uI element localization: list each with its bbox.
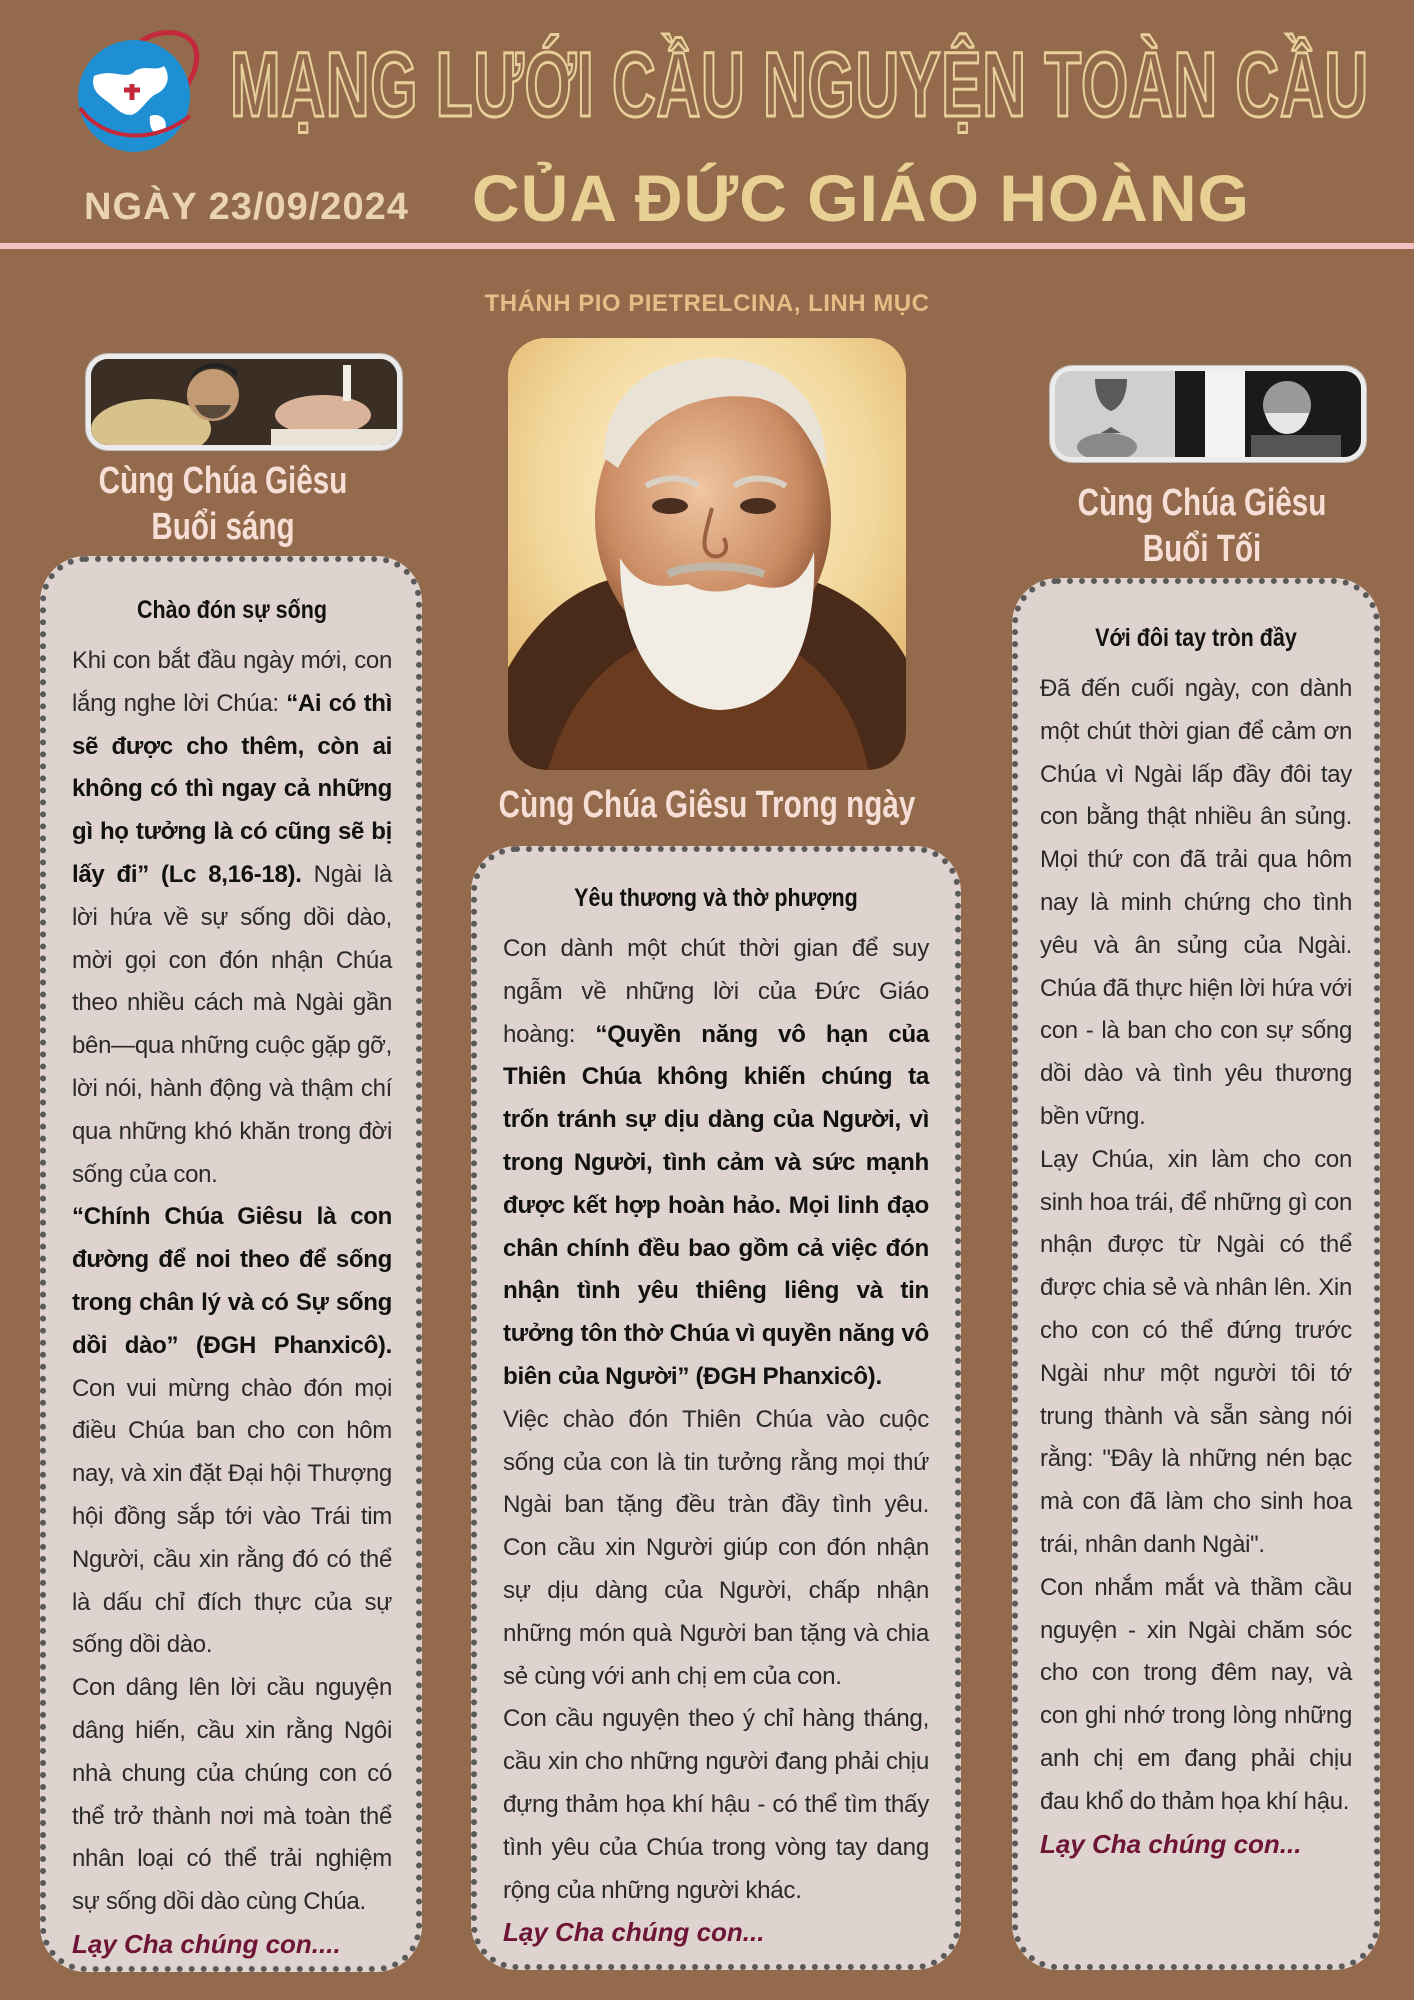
padre-pio-praying-image <box>91 359 397 445</box>
day-closing-prayer: Lạy Cha chúng con... <box>503 1917 765 1948</box>
evening-paragraph-1: Đã đến cuối ngày, con dành một chút thời gian để cảm ơn Chúa vì Ngài lấp đầy đôi tay con bằng thật nhiều ân sủng. Mọi thứ con đã trải qua hôm nay là minh chứng cho tình yêu và ân sủng của Ngài. Chúa đã thực hiện lời hứa với con - là ban cho con sự sống dồi dào và tình yêu thương bền vững. <box>1040 675 1352 1130</box>
day-panel <box>471 846 961 1970</box>
morning-heading-line-1: Cùng Chúa Giêsu <box>98 460 348 502</box>
morning-p1-text: Khi con bắt đầu ngày mới, con lắng nghe lời Chúa: <box>72 647 392 717</box>
morning-paragraph-1 <box>72 640 392 1196</box>
morning-p2-quote: “Chính Chúa Giêsu là con đường để noi theo để sống trong chân lý và có Sự sống dồi dào” (ĐGH Phanxicô). <box>72 1203 392 1359</box>
evening-panel-body <box>1040 668 1352 1824</box>
morning-panel <box>40 556 422 1972</box>
day-panel-body <box>503 928 929 1912</box>
morning-heading-line-2: Buổi sáng <box>151 506 295 548</box>
title-line-2: CỦA ĐỨC GIÁO HOÀNG <box>472 161 1250 235</box>
day-heading: Cùng Chúa Giêsu Trong ngày <box>498 784 916 826</box>
padre-pio-portrait-image <box>508 338 906 770</box>
evening-paragraph-2: Lạy Chúa, xin làm cho con sinh hoa trái, để những gì con nhận được từ Ngài có thể được chia sẻ và nhân lên. Xin cho con có thể đứng trước Ngài như một người tôi tớ trung thành và sẵn sàng nói rằng: "Đây là những nén bạc mà con đã làm cho sinh hoa trái, nhân danh Ngài". <box>1040 1145 1352 1558</box>
morning-heading <box>76 458 371 550</box>
morning-p1-text-2: Ngài là lời hứa về sự sống dồi dào, mời gọi con đón nhận Chúa theo nhiều cách mà Ngài gần bên—qua những cuộc gặp gỡ, lời nói, hành động và thậm chí qua những khó khăn trong đời sống của con. <box>72 860 392 1188</box>
evening-panel-title: Với đôi tay tròn đầy <box>1095 624 1297 652</box>
evening-panel <box>1012 578 1380 1970</box>
evening-photo <box>1050 366 1366 462</box>
title-line-1: MẠNG LƯỚI CẦU NGUYỆN TOÀN CẦU <box>230 34 1369 136</box>
date-label: NGÀY 23/09/2024 <box>84 186 409 228</box>
prayer-network-logo <box>72 28 212 152</box>
day-p1-quote: “Quyền năng vô hạn của Thiên Chúa không khiến chúng ta trốn tránh sự dịu dàng của Người, vì trong Người, tình cảm và sức mạnh được kết hợp hoàn hảo. Mọi linh đạo chân chính đều bao gồm cả việc đón nhận tình yêu thiêng liêng và tin tưởng tôn thờ Chúa vì quyền năng vô biên của Người” (ĐGH Phanxicô). <box>503 1020 929 1390</box>
morning-closing-prayer: Lạy Cha chúng con.... <box>72 1928 341 1959</box>
morning-panel-body <box>72 640 392 1924</box>
morning-p2-text: Con vui mừng chào đón mọi điều Chúa ban cho con hôm nay, và xin đặt Đại hội Thượng hội đồng sắp tới vào Trái tim Người, cầu xin rằng đó có thể là dấu chỉ đích thực của sự sống dồi dào. <box>72 1374 392 1659</box>
evening-heading-line-1: Cùng Chúa Giêsu <box>1077 482 1327 524</box>
padre-pio-portrait <box>508 338 906 770</box>
morning-panel-title: Chào đón sự sống <box>137 596 327 624</box>
globe-heart-icon <box>72 28 212 152</box>
saint-name: THÁNH PIO PIETRELCINA, LINH MỤC <box>484 290 930 317</box>
evening-heading <box>1049 480 1355 572</box>
day-panel-title: Yêu thương và thờ phượng <box>574 884 858 912</box>
padre-pio-chalice-image <box>1055 371 1361 457</box>
day-paragraph-1 <box>503 928 929 1399</box>
evening-closing-prayer: Lạy Cha chúng con... <box>1040 1828 1302 1859</box>
header-divider <box>0 243 1414 249</box>
day-paragraph-3: Con cầu nguyện theo ý chỉ hàng tháng, cầu xin cho những người đang phải chịu đựng thảm họa khí hậu - có thể tìm thấy tình yêu của Chúa trong vòng tay dang rộng của những người khác. <box>503 1705 929 1904</box>
evening-paragraph-3: Con nhắm mắt và thầm cầu nguyện - xin Ngài chăm sóc cho con trong đêm nay, và con ghi nhớ trong lòng những anh chị em đang phải chịu đau khổ do thảm họa khí hậu. <box>1040 1573 1352 1815</box>
day-p1-text: Con dành một chút thời gian để suy ngẫm về những lời của Đức Giáo hoàng: <box>503 935 929 1048</box>
day-paragraph-2: Việc chào đón Thiên Chúa vào cuộc sống của con là tin tưởng rằng mọi thứ Ngài ban tặng đều tràn đầy tình yêu. Con cầu xin Người giúp con đón nhận sự dịu dàng của Người, chấp nhận những món quà Người ban tặng và chia sẻ cùng với anh chị em của con. <box>503 1405 929 1690</box>
morning-paragraph-3: Con dâng lên lời cầu nguyện dâng hiến, cầu xin rằng Ngôi nhà chung của chúng con có thể trở thành nơi mà toàn thể nhân loại có thể trải nghiệm sự sống dồi dào cùng Chúa. <box>72 1674 392 1916</box>
morning-p1-quote: “Ai có thì sẽ được cho thêm, còn ai không có thì ngay cả những gì họ tưởng là có cũng sẽ bị lấy đi” (Lc 8,16-18). <box>72 689 392 888</box>
morning-paragraph-2 <box>72 1196 392 1667</box>
morning-photo <box>86 354 402 450</box>
evening-heading-line-2: Buổi Tối <box>1142 528 1262 570</box>
